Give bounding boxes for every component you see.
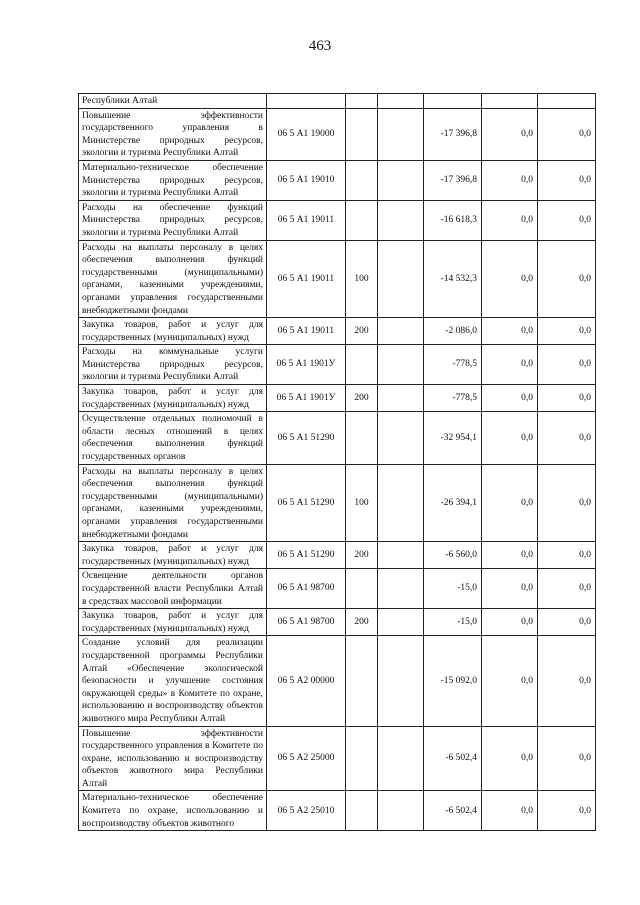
table-row <box>79 609 596 636</box>
row-amount-cell: -16 618,3 <box>424 200 482 240</box>
row-amount-cell: -778,5 <box>424 385 482 412</box>
row-col7-cell: 0,0 <box>538 240 596 318</box>
row-col7-cell: 0,0 <box>538 345 596 385</box>
row-col7-cell: 0,0 <box>538 726 596 791</box>
row-col6-cell: 0,0 <box>482 160 538 200</box>
row-name-cell: Расходы на выплаты персоналу в целях обеспечения выполнения функций государственными (муниципальными) органами, казенными учреждениями, органами управления государственными внебюджетными фондами <box>79 240 267 318</box>
row-expense-type-cell: 200 <box>346 609 378 636</box>
table-row <box>79 94 596 109</box>
row-name-cell: Повышение эффективности государственного управления в Министерстве природных ресурсов, экологии и туризма Республики Алтай <box>79 108 267 160</box>
row-expense-type-cell <box>346 791 378 831</box>
row-name-cell: Расходы на обеспечение функций Министерства природных ресурсов, экологии и туризма Республики Алтай <box>79 200 267 240</box>
row-code-cell: 06 5 А1 19011 <box>267 318 346 345</box>
row-name-cell: Расходы на выплаты персоналу в целях обеспечения выполнения функций государственными (муниципальными) органами, казенными учреждениями, органами управления государственными внебюджетными фондами <box>79 464 267 542</box>
row-col7-cell: 0,0 <box>538 636 596 726</box>
table-row <box>79 200 596 240</box>
row-col4-cell <box>378 385 424 412</box>
row-amount-cell: -778,5 <box>424 345 482 385</box>
row-code-cell: 06 5 А1 19011 <box>267 240 346 318</box>
row-code-cell: 06 5 А1 19011 <box>267 200 346 240</box>
row-name-cell: Материально-техническое обеспечение Министерства природных ресурсов, экологии и туризма Республики Алтай <box>79 160 267 200</box>
row-col6-cell: 0,0 <box>482 345 538 385</box>
row-col6-cell: 0,0 <box>482 385 538 412</box>
table-row <box>79 345 596 385</box>
row-expense-type-cell: 200 <box>346 318 378 345</box>
row-name-cell: Создание условий для реализации государственной программы Республики Алтай «Обеспечение экологической безопасности и улучшение состояния окружающей среды» в Комитете по охране, использованию и воспроизводству объектов животного мира Республики Алтай <box>79 636 267 726</box>
row-code-cell: 06 5 А1 51290 <box>267 542 346 569</box>
row-col4-cell <box>378 791 424 831</box>
budget-table <box>78 93 596 831</box>
row-col4-cell <box>378 108 424 160</box>
row-col6-cell: 0,0 <box>482 464 538 542</box>
row-name-cell: Осуществление отдельных полномочий в области лесных отношений в целях обеспечения выполнения функций государственных органов <box>79 412 267 464</box>
row-code-cell: 06 5 А1 98700 <box>267 569 346 609</box>
row-code-cell <box>267 94 346 109</box>
row-amount-cell: -17 396,8 <box>424 108 482 160</box>
row-col6-cell: 0,0 <box>482 542 538 569</box>
row-col4-cell <box>378 636 424 726</box>
row-col4-cell <box>378 569 424 609</box>
row-amount-cell: -32 954,1 <box>424 412 482 464</box>
row-expense-type-cell <box>346 412 378 464</box>
row-col6-cell: 0,0 <box>482 791 538 831</box>
row-code-cell: 06 5 А2 00000 <box>267 636 346 726</box>
row-name-cell: Повышение эффективности государственного управления в Комитете по охране, использованию и воспроизводству объектов животного мира Республики Алтай <box>79 726 267 791</box>
table-row <box>79 791 596 831</box>
row-col6-cell: 0,0 <box>482 636 538 726</box>
table-row <box>79 108 596 160</box>
row-col7-cell: 0,0 <box>538 160 596 200</box>
row-col6-cell: 0,0 <box>482 200 538 240</box>
row-expense-type-cell <box>346 345 378 385</box>
row-expense-type-cell <box>346 108 378 160</box>
row-code-cell: 06 5 А1 1901У <box>267 345 346 385</box>
row-amount-cell <box>424 94 482 109</box>
row-name-cell: Закупка товаров, работ и услуг для государственных (муниципальных) нужд <box>79 318 267 345</box>
row-col7-cell: 0,0 <box>538 569 596 609</box>
row-col4-cell <box>378 94 424 109</box>
row-col7-cell: 0,0 <box>538 791 596 831</box>
table-row <box>79 160 596 200</box>
row-col6-cell: 0,0 <box>482 412 538 464</box>
row-amount-cell: -15,0 <box>424 569 482 609</box>
row-col7-cell: 0,0 <box>538 464 596 542</box>
row-expense-type-cell: 100 <box>346 464 378 542</box>
row-name-cell: Освещение деятельности органов государственной власти Республики Алтай в средствах массовой информации <box>79 569 267 609</box>
row-code-cell: 06 5 А1 1901У <box>267 385 346 412</box>
table-row <box>79 464 596 542</box>
table-row <box>79 726 596 791</box>
row-code-cell: 06 5 А1 19000 <box>267 108 346 160</box>
row-col6-cell: 0,0 <box>482 609 538 636</box>
row-col4-cell <box>378 412 424 464</box>
row-col7-cell: 0,0 <box>538 108 596 160</box>
row-col4-cell <box>378 726 424 791</box>
row-col6-cell: 0,0 <box>482 318 538 345</box>
row-name-cell: Закупка товаров, работ и услуг для государственных (муниципальных) нужд <box>79 609 267 636</box>
table-row <box>79 318 596 345</box>
row-col7-cell: 0,0 <box>538 385 596 412</box>
row-code-cell: 06 5 А2 25000 <box>267 726 346 791</box>
row-expense-type-cell <box>346 569 378 609</box>
row-amount-cell: -6 502,4 <box>424 726 482 791</box>
row-amount-cell: -6 560,0 <box>424 542 482 569</box>
row-col7-cell <box>538 94 596 109</box>
row-expense-type-cell: 200 <box>346 385 378 412</box>
row-col6-cell: 0,0 <box>482 240 538 318</box>
row-code-cell: 06 5 А1 51290 <box>267 412 346 464</box>
row-col4-cell <box>378 542 424 569</box>
table-row <box>79 240 596 318</box>
row-expense-type-cell: 100 <box>346 240 378 318</box>
row-expense-type-cell <box>346 636 378 726</box>
row-expense-type-cell <box>346 94 378 109</box>
row-expense-type-cell <box>346 200 378 240</box>
row-col7-cell: 0,0 <box>538 200 596 240</box>
row-col4-cell <box>378 345 424 385</box>
row-amount-cell: -15 092,0 <box>424 636 482 726</box>
row-expense-type-cell: 200 <box>346 542 378 569</box>
row-amount-cell: -6 502,4 <box>424 791 482 831</box>
row-name-cell: Расходы на коммунальные услуги Министерства природных ресурсов, экологии и туризма Республики Алтай <box>79 345 267 385</box>
row-col4-cell <box>378 200 424 240</box>
row-col4-cell <box>378 240 424 318</box>
row-col4-cell <box>378 318 424 345</box>
row-amount-cell: -15,0 <box>424 609 482 636</box>
row-col7-cell: 0,0 <box>538 412 596 464</box>
row-amount-cell: -26 394,1 <box>424 464 482 542</box>
row-code-cell: 06 5 А1 98700 <box>267 609 346 636</box>
row-col6-cell: 0,0 <box>482 569 538 609</box>
table-body <box>79 94 596 831</box>
table-row <box>79 412 596 464</box>
row-col4-cell <box>378 160 424 200</box>
table-row <box>79 569 596 609</box>
row-code-cell: 06 5 А1 19010 <box>267 160 346 200</box>
row-amount-cell: -17 396,8 <box>424 160 482 200</box>
row-code-cell: 06 5 А1 51290 <box>267 464 346 542</box>
row-name-cell: Закупка товаров, работ и услуг для государственных (муниципальных) нужд <box>79 385 267 412</box>
table-row <box>79 542 596 569</box>
row-name-cell: Республики Алтай <box>79 94 267 109</box>
table-row <box>79 385 596 412</box>
row-amount-cell: -2 086,0 <box>424 318 482 345</box>
row-expense-type-cell <box>346 726 378 791</box>
row-col7-cell: 0,0 <box>538 542 596 569</box>
row-expense-type-cell <box>346 160 378 200</box>
table-row <box>79 636 596 726</box>
row-col7-cell: 0,0 <box>538 609 596 636</box>
row-name-cell: Закупка товаров, работ и услуг для государственных (муниципальных) нужд <box>79 542 267 569</box>
row-col4-cell <box>378 609 424 636</box>
page-number: 463 <box>308 38 332 54</box>
row-col6-cell: 0,0 <box>482 108 538 160</box>
row-col4-cell <box>378 464 424 542</box>
row-col7-cell: 0,0 <box>538 318 596 345</box>
row-name-cell: Материально-техническое обеспечение Комитета по охране, использованию и воспроизводству объектов животного <box>79 791 267 831</box>
row-col6-cell <box>482 94 538 109</box>
row-amount-cell: -14 532,3 <box>424 240 482 318</box>
row-code-cell: 06 5 А2 25010 <box>267 791 346 831</box>
row-col6-cell: 0,0 <box>482 726 538 791</box>
